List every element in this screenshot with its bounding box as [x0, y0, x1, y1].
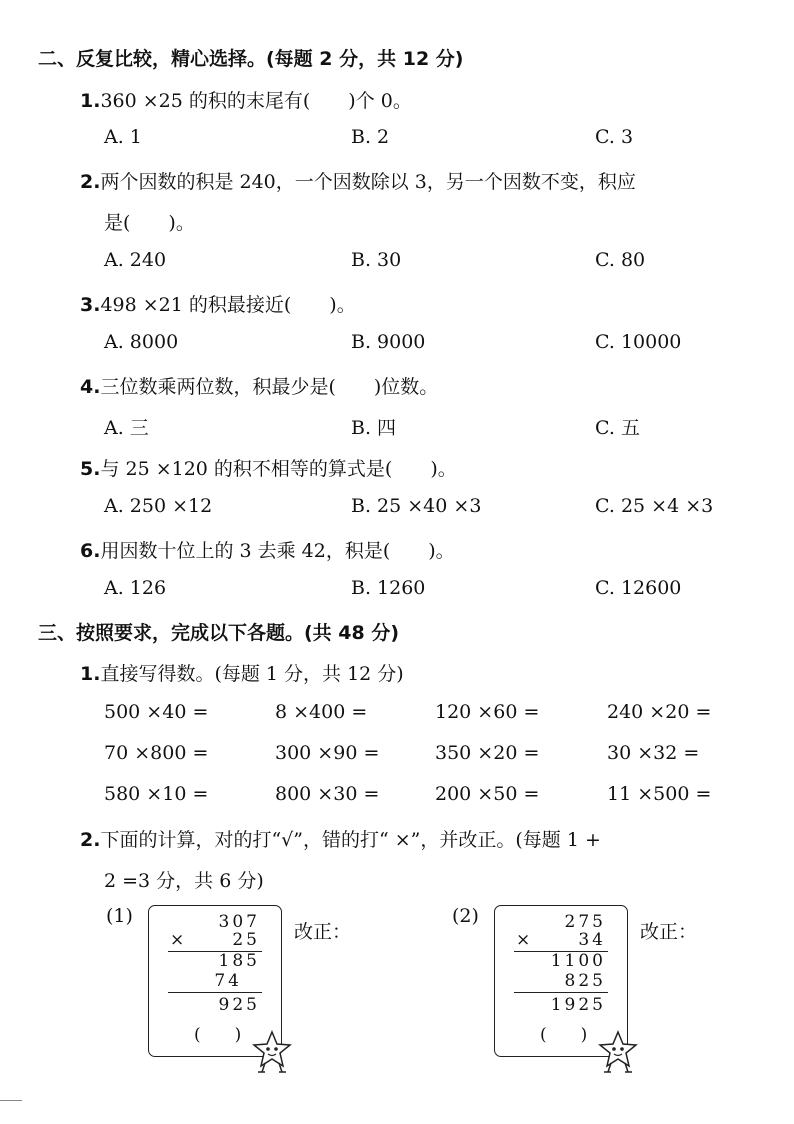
- q2-option-a[interactable]: A. 240: [104, 249, 167, 271]
- q6-option-c[interactable]: C. 12600: [595, 577, 682, 599]
- question-number: 4.: [80, 376, 101, 398]
- multiplier: 25: [232, 930, 260, 950]
- mental-math-item: 240 ×20 =: [607, 701, 712, 723]
- q4-option-b[interactable]: B. 四: [351, 417, 397, 439]
- question-2-continued: 是( )。: [104, 212, 195, 234]
- product-result: 1925: [550, 995, 606, 1015]
- section3-question-2-continued: 2 =3 分，共 6 分): [104, 870, 264, 892]
- answer-parentheses[interactable]: ( ): [194, 1025, 242, 1045]
- question-text: 两个因数的积是 240，一个因数除以 3，另一个因数不变，积应: [100, 171, 636, 193]
- mental-math-item: 8 ×400 =: [275, 701, 368, 723]
- q3-option-b[interactable]: B. 9000: [351, 331, 426, 353]
- section3-question-1: [80, 659, 404, 686]
- question-5: [80, 454, 457, 481]
- q3-option-a[interactable]: A. 8000: [104, 331, 179, 353]
- calc-line: [514, 992, 608, 993]
- mental-math-item: 120 ×60 =: [435, 701, 540, 723]
- question-number: 6.: [80, 540, 101, 562]
- question-number: 2.: [80, 829, 101, 851]
- multiplicand: 307: [218, 912, 260, 932]
- q5-option-c[interactable]: C. 25 ×4 ×3: [595, 495, 714, 517]
- mental-math-item: 70 ×800 =: [104, 742, 209, 764]
- q6-option-b[interactable]: B. 1260: [351, 577, 426, 599]
- mental-math-item: 11 ×500 =: [607, 783, 712, 805]
- question-text: 下面的计算，对的打“√”，错的打“ ×”，并改正。(每题 1 +: [100, 829, 601, 851]
- mental-math-item: 500 ×40 =: [104, 701, 209, 723]
- question-number: 1.: [80, 663, 101, 685]
- question-text: 用因数十位上的 3 去乘 42，积是( )。: [100, 540, 455, 562]
- q2-option-c[interactable]: C. 80: [595, 249, 646, 271]
- q6-option-a[interactable]: A. 126: [104, 577, 167, 599]
- item-label: (1): [106, 905, 133, 927]
- mental-math-item: 300 ×90 =: [275, 742, 380, 764]
- answer-parentheses[interactable]: ( ): [540, 1025, 588, 1045]
- page-edge-mark: [0, 1100, 22, 1101]
- question-number: 2.: [80, 171, 101, 193]
- correction-label: 改正：: [294, 921, 352, 943]
- question-text: 360 ×25 的积的末尾有( )个 0。: [100, 90, 412, 112]
- section2-title: 二、反复比较，精心选择。(每题 2 分，共 12 分): [38, 48, 464, 70]
- mental-math-item: 30 ×32 =: [607, 742, 700, 764]
- multiplier: 34: [578, 930, 606, 950]
- question-text: 与 25 ×120 的积不相等的算式是( )。: [100, 458, 457, 480]
- question-2: [80, 167, 636, 194]
- mental-math-item: 800 ×30 =: [275, 783, 380, 805]
- q5-option-b[interactable]: B. 25 ×40 ×3: [351, 495, 482, 517]
- question-text: 直接写得数。(每题 1 分，共 12 分): [100, 663, 404, 685]
- question-1: [80, 86, 412, 113]
- times-sign: ×: [516, 930, 534, 950]
- item-label: (2): [452, 905, 479, 927]
- partial-product: 1100: [550, 951, 606, 971]
- q5-option-a[interactable]: A. 250 ×12: [104, 495, 213, 517]
- mental-math-item: 200 ×50 =: [435, 783, 540, 805]
- multiplicand: 275: [564, 912, 606, 932]
- partial-product: 185: [218, 951, 260, 971]
- partial-product: 825: [564, 971, 606, 991]
- question-4: [80, 372, 438, 399]
- section3-question-2: [80, 825, 601, 852]
- question-3: [80, 290, 356, 317]
- question-text: 498 ×21 的积最接近( )。: [100, 294, 356, 316]
- section3-title: 三、按照要求，完成以下各题。(共 48 分): [38, 622, 400, 644]
- times-sign: ×: [170, 930, 188, 950]
- partial-product: 74: [214, 971, 242, 991]
- product-result: 925: [218, 995, 260, 1015]
- question-number: 5.: [80, 458, 101, 480]
- q1-option-b[interactable]: B. 2: [351, 126, 390, 148]
- q1-option-c[interactable]: C. 3: [595, 126, 634, 148]
- question-6: [80, 536, 455, 563]
- calc-line: [168, 992, 262, 993]
- question-number: 1.: [80, 90, 101, 112]
- cartoon-star-icon: [252, 1030, 292, 1074]
- question-text: 三位数乘两位数，积最少是( )位数。: [100, 376, 439, 398]
- q1-option-a[interactable]: A. 1: [104, 126, 142, 148]
- question-number: 3.: [80, 294, 101, 316]
- mental-math-item: 580 ×10 =: [104, 783, 209, 805]
- q4-option-a[interactable]: A. 三: [104, 417, 149, 439]
- q2-option-b[interactable]: B. 30: [351, 249, 402, 271]
- q3-option-c[interactable]: C. 10000: [595, 331, 682, 353]
- cartoon-star-icon: [598, 1030, 638, 1074]
- correction-label: 改正：: [640, 921, 698, 943]
- q4-option-c[interactable]: C. 五: [595, 417, 640, 439]
- mental-math-item: 350 ×20 =: [435, 742, 540, 764]
